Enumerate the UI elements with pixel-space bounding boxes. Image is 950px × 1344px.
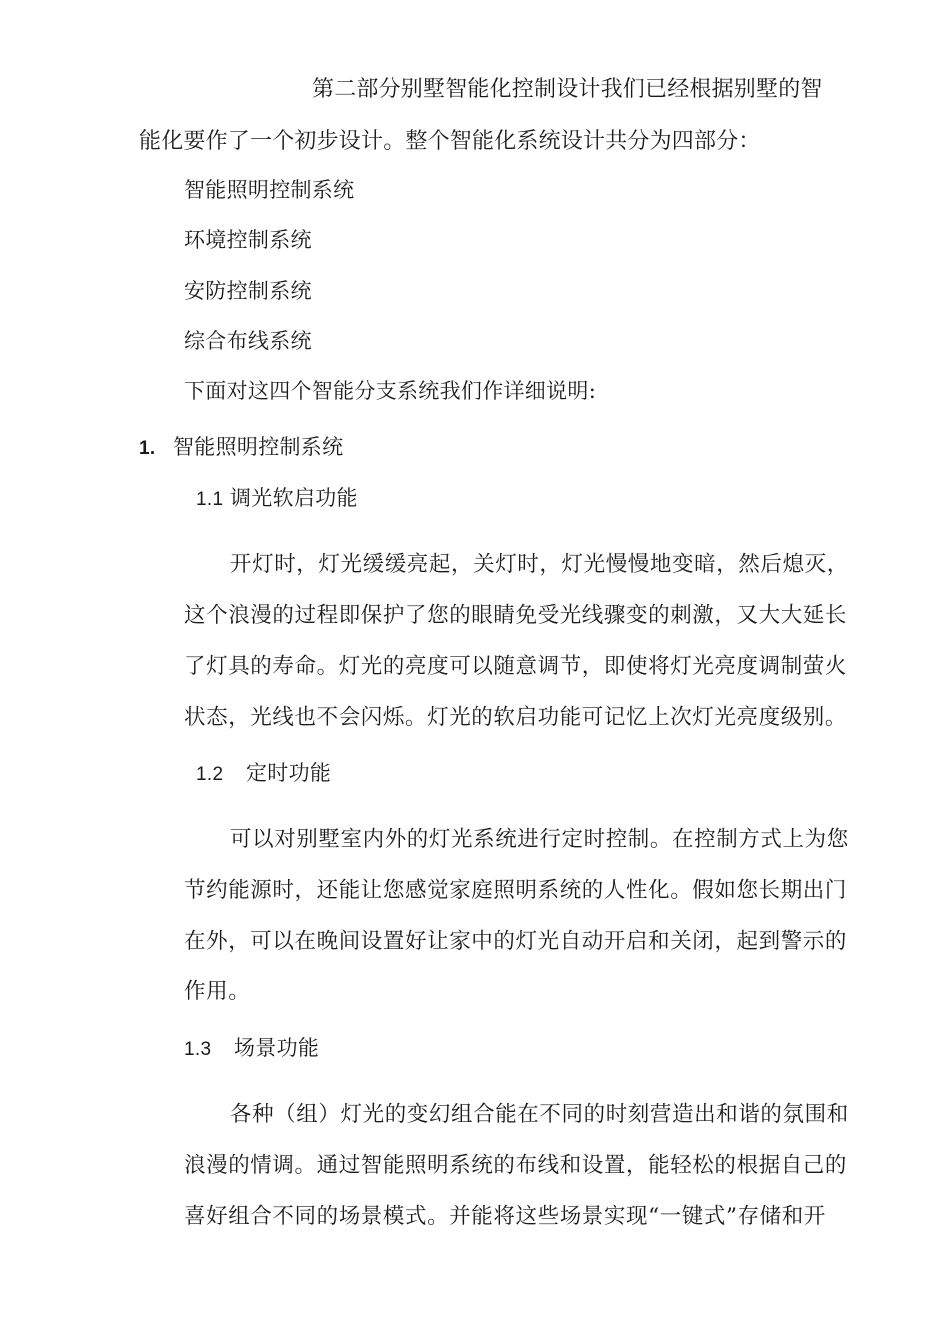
system-item-cabling: 综合布线系统 <box>184 329 312 353</box>
paragraph-line: 喜好组合不同的场景模式。并能将这些场景实现“一键式”存储和开 <box>184 1204 826 1229</box>
paragraph-line: 可以对别墅室内外的灯光系统进行定时控制。在控制方式上为您 <box>230 827 849 852</box>
system-item-lighting: 智能照明控制系统 <box>184 178 355 202</box>
paragraph-line: 开灯时，灯光缓缓亮起，关灯时，灯光慢慢地变暗，然后熄灭， <box>230 552 849 577</box>
subsection-1-3-heading <box>184 1034 319 1064</box>
paragraph-line: 状态，光线也不会闪烁。灯光的软启功能可记忆上次灯光亮度级别。 <box>184 705 848 730</box>
subsection-1-3-title: 场景功能 <box>234 1036 320 1060</box>
system-item-environment: 环境控制系统 <box>184 228 312 252</box>
subsection-1-2-number: 1.2 <box>196 764 224 785</box>
system-item-security: 安防控制系统 <box>184 279 312 303</box>
intro-line-1: 第二部分别墅智能化控制设计我们已经根据别墅的智 <box>312 77 823 102</box>
subsection-1-2-title: 定时功能 <box>246 761 332 785</box>
section-1-heading <box>139 433 343 463</box>
intro-line-2: 能化要作了一个初步设计。整个智能化系统设计共分为四部分： <box>139 129 761 154</box>
paragraph-line: 节约能源时，还能让您感觉家庭照明系统的人性化。假如您长期出门 <box>184 878 848 903</box>
paragraph-line: 这个浪漫的过程即保护了您的眼睛免受光线骤变的刺激，又大大延长 <box>184 603 848 628</box>
subsection-1-1-heading <box>196 484 358 514</box>
subsection-1-1-number: 1.1 <box>196 489 224 510</box>
paragraph-line: 了灯具的寿命。灯光的亮度可以随意调节，即使将灯光亮度调制萤火 <box>184 654 848 679</box>
subsection-1-2-heading <box>196 759 331 789</box>
subsection-1-1-title: 调光软启功能 <box>230 486 358 510</box>
paragraph-line: 浪漫的情调。通过智能照明系统的布线和设置，能轻松的根据自己的 <box>184 1153 848 1178</box>
subsection-1-3-number: 1.3 <box>184 1039 212 1060</box>
section-1-title: 智能照明控制系统 <box>173 435 344 459</box>
lead-in-text: 下面对这四个智能分支系统我们作详细说明: <box>184 379 597 403</box>
paragraph-line: 作用。 <box>184 979 251 1004</box>
paragraph-line: 各种（组）灯光的变幻组合能在不同的时刻营造出和谐的氛围和 <box>230 1102 849 1127</box>
section-1-number: 1. <box>139 438 156 459</box>
paragraph-line: 在外，可以在晚间设置好让家中的灯光自动开启和关闭，起到警示的 <box>184 929 848 954</box>
